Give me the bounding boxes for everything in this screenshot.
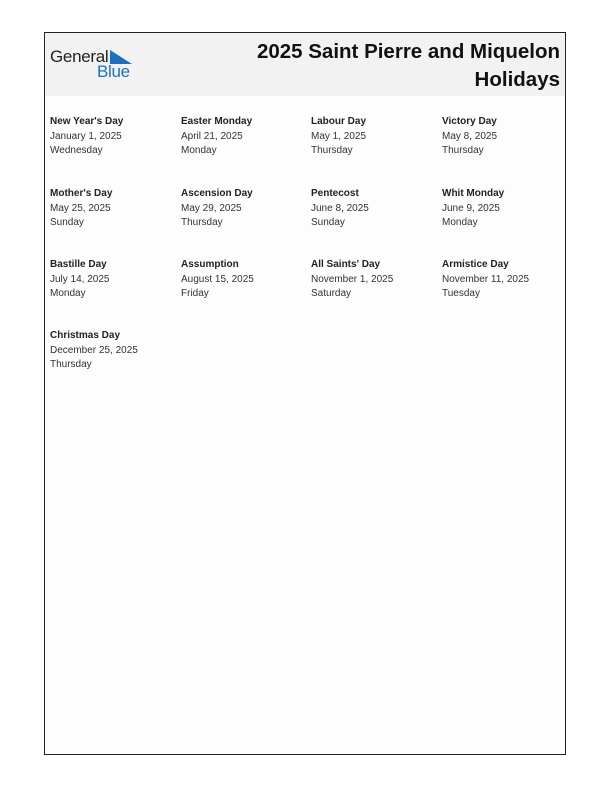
holiday-item <box>181 187 309 231</box>
holiday-date: May 29, 2025 <box>181 202 242 214</box>
holiday-item <box>311 187 439 231</box>
holiday-weekday: Friday <box>181 288 209 299</box>
page-title: 2025 Saint Pierre and Miquelon Holidays <box>256 40 560 91</box>
holiday-weekday: Sunday <box>311 217 345 228</box>
holiday-item <box>50 115 178 159</box>
holiday-weekday: Tuesday <box>442 288 480 299</box>
holiday-item <box>181 115 309 159</box>
holiday-item <box>181 258 309 302</box>
holiday-date: May 8, 2025 <box>442 130 498 142</box>
holiday-item <box>442 187 570 231</box>
page-frame <box>44 32 566 755</box>
holiday-name: Bastille Day <box>50 259 107 270</box>
holiday-item <box>442 115 570 159</box>
holiday-weekday: Thursday <box>311 145 353 156</box>
holiday-weekday: Saturday <box>311 288 352 299</box>
holiday-name: Whit Monday <box>442 188 505 199</box>
holiday-item <box>50 258 178 302</box>
holiday-weekday: Thursday <box>442 145 484 156</box>
holiday-date: December 25, 2025 <box>50 344 138 356</box>
holiday-date: June 9, 2025 <box>442 202 500 214</box>
holiday-weekday: Thursday <box>50 359 92 370</box>
logo-word-blue: Blue <box>97 62 130 81</box>
holiday-name: Ascension Day <box>181 188 253 199</box>
holiday-weekday: Monday <box>442 217 478 228</box>
holiday-weekday: Monday <box>181 145 217 156</box>
holiday-name: Easter Monday <box>181 116 253 127</box>
holiday-weekday: Sunday <box>50 217 84 228</box>
holiday-name: Christmas Day <box>50 330 121 341</box>
holiday-weekday: Monday <box>50 288 86 299</box>
holiday-name: Labour Day <box>311 116 367 127</box>
holiday-date: May 25, 2025 <box>50 202 111 214</box>
holiday-date: November 11, 2025 <box>442 273 530 285</box>
holiday-item <box>50 329 178 373</box>
logo-word-general: General <box>50 47 109 66</box>
generalblue-logo <box>50 47 140 83</box>
holiday-date: May 1, 2025 <box>311 130 367 142</box>
holiday-item <box>311 115 439 159</box>
holiday-date: July 14, 2025 <box>50 273 110 285</box>
holiday-item <box>311 258 439 302</box>
holiday-weekday: Thursday <box>181 217 223 228</box>
holiday-date: August 15, 2025 <box>181 273 254 285</box>
holiday-name: New Year's Day <box>50 116 124 127</box>
holiday-item <box>50 187 178 231</box>
holiday-date: April 21, 2025 <box>181 130 243 142</box>
holiday-item <box>442 258 570 302</box>
holiday-date: January 1, 2025 <box>50 130 122 142</box>
holiday-date: November 1, 2025 <box>311 273 394 285</box>
holiday-name: All Saints' Day <box>311 259 381 270</box>
holiday-name: Victory Day <box>442 116 497 127</box>
holiday-name: Pentecost <box>311 188 359 199</box>
holiday-name: Armistice Day <box>442 259 509 270</box>
header <box>45 33 565 96</box>
holiday-date: June 8, 2025 <box>311 202 369 214</box>
holiday-name: Assumption <box>181 259 239 270</box>
holiday-weekday: Wednesday <box>50 145 103 156</box>
holiday-name: Mother's Day <box>50 188 113 199</box>
